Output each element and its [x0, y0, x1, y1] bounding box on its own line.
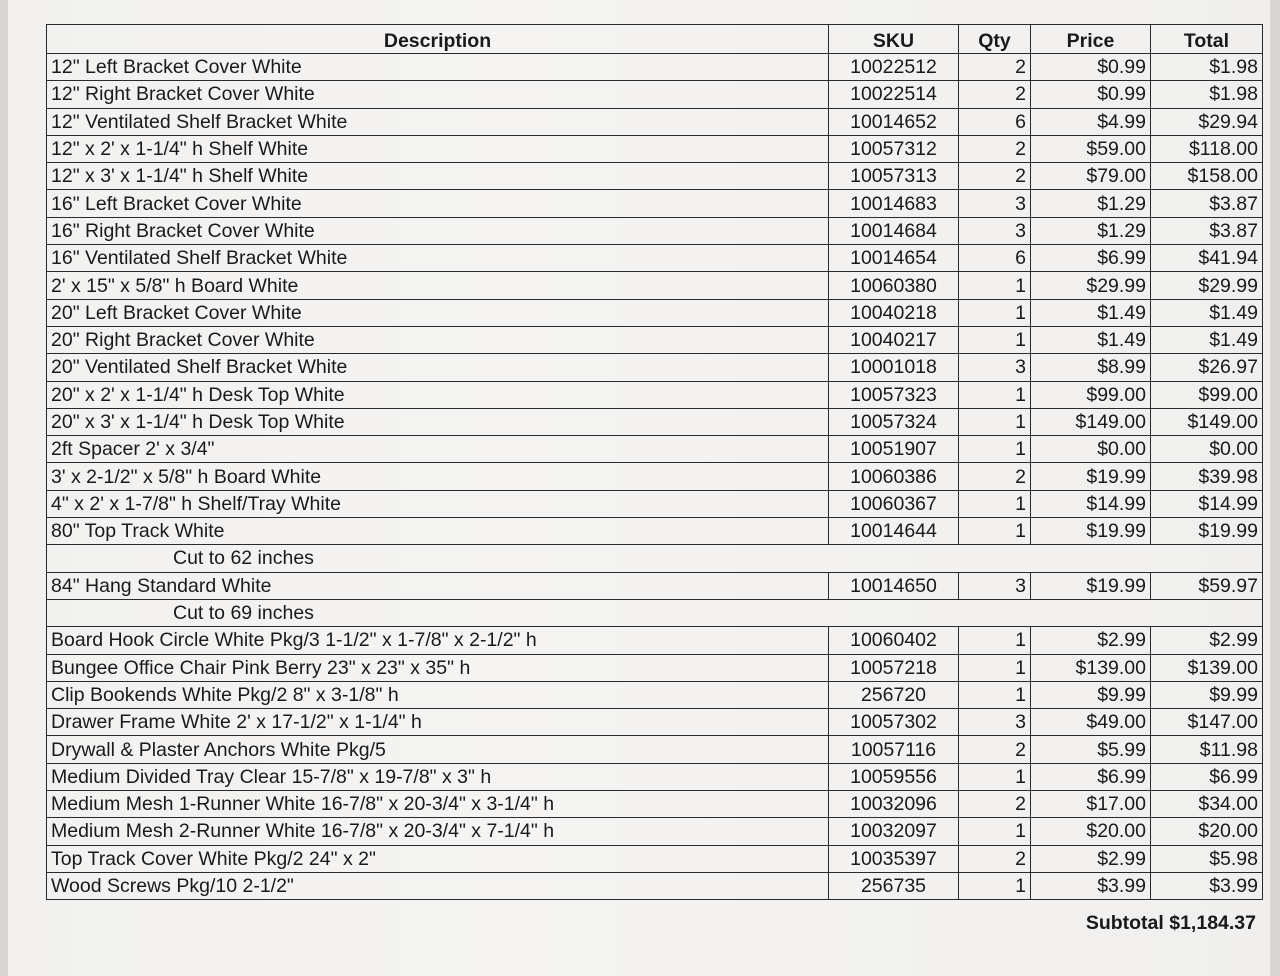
cell-sku: 10060367 [829, 490, 959, 517]
cell-sku: 10001018 [829, 354, 959, 381]
cell-qty: 6 [959, 245, 1031, 272]
cell-total: $139.00 [1151, 654, 1263, 681]
cell-qty: 2 [959, 135, 1031, 162]
cell-price: $49.00 [1031, 709, 1151, 736]
cell-sku: 10022512 [829, 54, 959, 81]
cell-sku: 10040218 [829, 299, 959, 326]
cell-description: 12" Ventilated Shelf Bracket White [47, 108, 829, 135]
cell-description: 2' x 15" x 5/8" h Board White [47, 272, 829, 299]
cell-sku: 10035397 [829, 845, 959, 872]
cell-qty: 1 [959, 627, 1031, 654]
cell-total: $3.87 [1151, 190, 1263, 217]
cell-qty: 2 [959, 845, 1031, 872]
table-row [47, 763, 1263, 790]
table-row [47, 408, 1263, 435]
cell-sku: 10014644 [829, 518, 959, 545]
cell-total: $1.98 [1151, 54, 1263, 81]
items-body [47, 54, 1263, 900]
cell-sku: 256735 [829, 872, 959, 899]
cell-description: 4" x 2' x 1-7/8" h Shelf/Tray White [47, 490, 829, 517]
table-row [47, 872, 1263, 899]
note-text: Cut to 62 inches [47, 545, 829, 572]
cell-qty: 1 [959, 299, 1031, 326]
cell-price: $2.99 [1031, 627, 1151, 654]
cell-description: 20" x 2' x 1-1/4" h Desk Top White [47, 381, 829, 408]
cell-total: $39.98 [1151, 463, 1263, 490]
cell-qty: 3 [959, 572, 1031, 599]
cell-description: Drywall & Plaster Anchors White Pkg/5 [47, 736, 829, 763]
cell-total: $1.49 [1151, 299, 1263, 326]
cell-total: $59.97 [1151, 572, 1263, 599]
table-row [47, 654, 1263, 681]
cell-price: $29.99 [1031, 272, 1151, 299]
cell-total: $99.00 [1151, 381, 1263, 408]
cell-sku: 10060402 [829, 627, 959, 654]
table-row [47, 709, 1263, 736]
cell-description: 12" Right Bracket Cover White [47, 81, 829, 108]
cell-price: $5.99 [1031, 736, 1151, 763]
cell-description: 16" Right Bracket Cover White [47, 217, 829, 244]
cell-sku: 10057302 [829, 709, 959, 736]
table-row [47, 518, 1263, 545]
cell-description: 20" Left Bracket Cover White [47, 299, 829, 326]
table-row [47, 627, 1263, 654]
cell-price: $20.00 [1031, 818, 1151, 845]
cell-price: $149.00 [1031, 408, 1151, 435]
cell-description: 2ft Spacer 2' x 3/4" [47, 436, 829, 463]
cell-price: $6.99 [1031, 763, 1151, 790]
cell-sku: 10059556 [829, 763, 959, 790]
cell-price: $99.00 [1031, 381, 1151, 408]
items-table-frame [46, 24, 1262, 900]
cell-description: Medium Divided Tray Clear 15-7/8" x 19-7/8" x 3" h [47, 763, 829, 790]
cell-description: 20" Right Bracket Cover White [47, 326, 829, 353]
table-row [47, 818, 1263, 845]
cell-sku: 10051907 [829, 436, 959, 463]
cell-total: $34.00 [1151, 791, 1263, 818]
cell-price: $1.49 [1031, 326, 1151, 353]
cell-total: $0.00 [1151, 436, 1263, 463]
table-row [47, 245, 1263, 272]
cell-sku: 256720 [829, 681, 959, 708]
table-row [47, 81, 1263, 108]
cell-price: $2.99 [1031, 845, 1151, 872]
cell-description: Medium Mesh 2-Runner White 16-7/8" x 20-3/4" x 7-1/4" h [47, 818, 829, 845]
cell-price: $17.00 [1031, 791, 1151, 818]
cell-total: $19.99 [1151, 518, 1263, 545]
cell-qty: 2 [959, 81, 1031, 108]
table-row [47, 217, 1263, 244]
cell-sku: 10014654 [829, 245, 959, 272]
cell-sku: 10022514 [829, 81, 959, 108]
cell-description: 12" x 2' x 1-1/4" h Shelf White [47, 135, 829, 162]
cell-sku: 10032096 [829, 791, 959, 818]
table-row [47, 54, 1263, 81]
cell-price: $59.00 [1031, 135, 1151, 162]
note-row [47, 545, 1263, 572]
cell-description: 16" Ventilated Shelf Bracket White [47, 245, 829, 272]
header-price: Price [1031, 25, 1151, 54]
cell-total: $149.00 [1151, 408, 1263, 435]
cell-total: $41.94 [1151, 245, 1263, 272]
subtotal: Subtotal $1,184.37 [1085, 912, 1256, 934]
cell-sku: 10014652 [829, 108, 959, 135]
receipt-sheet [8, 0, 1270, 976]
cell-sku: 10060386 [829, 463, 959, 490]
cell-price: $19.99 [1031, 463, 1151, 490]
cell-total: $9.99 [1151, 681, 1263, 708]
cell-price: $0.00 [1031, 436, 1151, 463]
cell-total: $5.98 [1151, 845, 1263, 872]
cell-sku: 10032097 [829, 818, 959, 845]
cell-qty: 3 [959, 217, 1031, 244]
table-row [47, 791, 1263, 818]
cell-qty: 1 [959, 872, 1031, 899]
cell-qty: 2 [959, 791, 1031, 818]
cell-description: 84" Hang Standard White [47, 572, 829, 599]
cell-description: Top Track Cover White Pkg/2 24" x 2" [47, 845, 829, 872]
cell-description: 12" Left Bracket Cover White [47, 54, 829, 81]
cell-sku: 10040217 [829, 326, 959, 353]
table-row [47, 463, 1263, 490]
cell-total: $147.00 [1151, 709, 1263, 736]
table-row [47, 436, 1263, 463]
cell-description: 80" Top Track White [47, 518, 829, 545]
cell-price: $6.99 [1031, 245, 1151, 272]
cell-price: $14.99 [1031, 490, 1151, 517]
table-row [47, 490, 1263, 517]
cell-price: $8.99 [1031, 354, 1151, 381]
cell-sku: 10057218 [829, 654, 959, 681]
cell-total: $3.87 [1151, 217, 1263, 244]
cell-sku: 10057312 [829, 135, 959, 162]
cell-description: Drawer Frame White 2' x 17-1/2" x 1-1/4" h [47, 709, 829, 736]
table-row [47, 845, 1263, 872]
cell-qty: 1 [959, 490, 1031, 517]
cell-description: Bungee Office Chair Pink Berry 23" x 23" x 35" h [47, 654, 829, 681]
cell-sku: 10057323 [829, 381, 959, 408]
cell-qty: 1 [959, 326, 1031, 353]
cell-sku: 10014683 [829, 190, 959, 217]
cell-price: $79.00 [1031, 163, 1151, 190]
cell-sku: 10060380 [829, 272, 959, 299]
cell-total: $1.49 [1151, 326, 1263, 353]
cell-description: 20" x 3' x 1-1/4" h Desk Top White [47, 408, 829, 435]
table-row [47, 572, 1263, 599]
cell-qty: 1 [959, 681, 1031, 708]
cell-total: $29.99 [1151, 272, 1263, 299]
note-blank [829, 599, 1263, 626]
cell-qty: 2 [959, 54, 1031, 81]
cell-qty: 3 [959, 354, 1031, 381]
cell-total: $29.94 [1151, 108, 1263, 135]
cell-total: $158.00 [1151, 163, 1263, 190]
cell-total: $11.98 [1151, 736, 1263, 763]
cell-qty: 2 [959, 463, 1031, 490]
cell-qty: 1 [959, 763, 1031, 790]
cell-description: 3' x 2-1/2" x 5/8" h Board White [47, 463, 829, 490]
cell-description: 20" Ventilated Shelf Bracket White [47, 354, 829, 381]
cell-qty: 3 [959, 190, 1031, 217]
cell-qty: 3 [959, 709, 1031, 736]
cell-price: $9.99 [1031, 681, 1151, 708]
cell-qty: 1 [959, 408, 1031, 435]
cell-total: $2.99 [1151, 627, 1263, 654]
cell-price: $4.99 [1031, 108, 1151, 135]
cell-qty: 2 [959, 736, 1031, 763]
cell-total: $6.99 [1151, 763, 1263, 790]
table-row [47, 326, 1263, 353]
table-row [47, 299, 1263, 326]
items-table [46, 24, 1263, 900]
table-row [47, 163, 1263, 190]
note-blank [829, 545, 1263, 572]
cell-description: Wood Screws Pkg/10 2-1/2" [47, 872, 829, 899]
header-total: Total [1151, 25, 1263, 54]
cell-qty: 1 [959, 818, 1031, 845]
cell-price: $0.99 [1031, 54, 1151, 81]
cell-sku: 10057324 [829, 408, 959, 435]
header-qty: Qty [959, 25, 1031, 54]
cell-sku: 10014650 [829, 572, 959, 599]
table-row [47, 108, 1263, 135]
cell-description: Clip Bookends White Pkg/2 8" x 3-1/8" h [47, 681, 829, 708]
cell-price: $0.99 [1031, 81, 1151, 108]
cell-total: $1.98 [1151, 81, 1263, 108]
cell-qty: 1 [959, 381, 1031, 408]
cell-total: $26.97 [1151, 354, 1263, 381]
cell-total: $14.99 [1151, 490, 1263, 517]
note-row [47, 599, 1263, 626]
header-row [47, 25, 1263, 54]
cell-qty: 1 [959, 518, 1031, 545]
cell-description: 12" x 3' x 1-1/4" h Shelf White [47, 163, 829, 190]
table-row [47, 736, 1263, 763]
cell-qty: 1 [959, 272, 1031, 299]
cell-sku: 10057313 [829, 163, 959, 190]
cell-price: $1.49 [1031, 299, 1151, 326]
cell-price: $3.99 [1031, 872, 1151, 899]
cell-total: $3.99 [1151, 872, 1263, 899]
note-text: Cut to 69 inches [47, 599, 829, 626]
cell-price: $139.00 [1031, 654, 1151, 681]
table-row [47, 190, 1263, 217]
cell-qty: 1 [959, 654, 1031, 681]
cell-sku: 10014684 [829, 217, 959, 244]
table-row [47, 354, 1263, 381]
cell-description: 16" Left Bracket Cover White [47, 190, 829, 217]
cell-description: Medium Mesh 1-Runner White 16-7/8" x 20-3/4" x 3-1/4" h [47, 791, 829, 818]
table-row [47, 272, 1263, 299]
cell-qty: 1 [959, 436, 1031, 463]
table-row [47, 135, 1263, 162]
cell-qty: 6 [959, 108, 1031, 135]
cell-total: $20.00 [1151, 818, 1263, 845]
cell-qty: 2 [959, 163, 1031, 190]
header-sku: SKU [829, 25, 959, 54]
table-row [47, 681, 1263, 708]
cell-total: $118.00 [1151, 135, 1263, 162]
cell-price: $19.99 [1031, 518, 1151, 545]
cell-description: Board Hook Circle White Pkg/3 1-1/2" x 1-7/8" x 2-1/2" h [47, 627, 829, 654]
cell-sku: 10057116 [829, 736, 959, 763]
cell-price: $19.99 [1031, 572, 1151, 599]
cell-price: $1.29 [1031, 217, 1151, 244]
table-row [47, 381, 1263, 408]
cell-price: $1.29 [1031, 190, 1151, 217]
header-description: Description [47, 25, 829, 54]
